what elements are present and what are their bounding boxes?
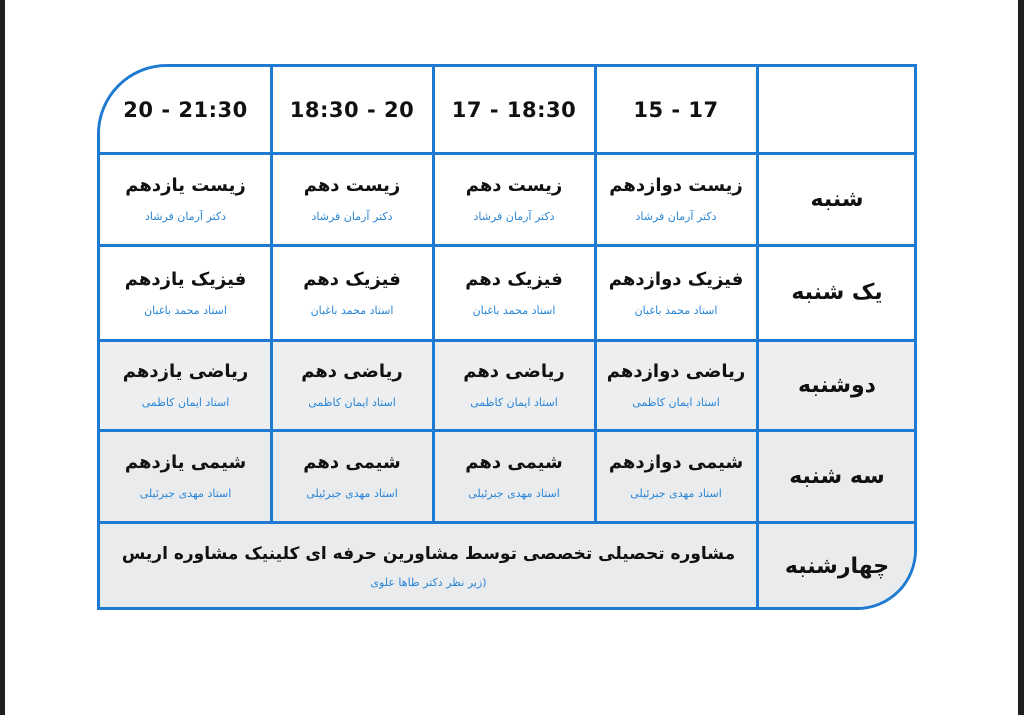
teacher-name: دکتر آرمان فرشاد <box>635 210 717 223</box>
teacher-name: استاد ایمان کاظمی <box>141 396 230 409</box>
teacher-name: استاد مهدی جبرئیلی <box>630 487 722 500</box>
consulting-supervisor: (زیر نظر دکتر طاها علوی <box>370 575 487 589</box>
time-label: 17 - 18:30 <box>442 92 586 128</box>
day-label: شنبه <box>799 177 876 222</box>
course-name: زیست دوازدهم <box>609 175 743 196</box>
teacher-name: استاد ایمان کاظمی <box>632 396 720 409</box>
day-cell-tuesday <box>757 430 917 522</box>
schedule-cell <box>100 430 271 522</box>
schedule-cell <box>595 153 757 245</box>
schedule-cell <box>271 153 433 245</box>
day-cell-monday <box>757 340 917 430</box>
day-label: چهارشنبه <box>784 553 890 579</box>
teacher-name: استاد مهدی جبرئیلی <box>468 487 560 500</box>
teacher-name: استاد محمد باغبان <box>144 303 227 317</box>
day-label: سه شنبه <box>789 463 885 489</box>
consulting-note: مشاوره تحصیلی تخصصی توسط مشاورین حرفه ای کلینیک مشاوره اریس <box>121 543 736 564</box>
grid-line <box>270 67 273 522</box>
time-header-3 <box>433 67 595 153</box>
course-name: ریاضی دوازدهم <box>606 361 746 382</box>
grid-line <box>594 67 597 522</box>
course-name: شیمی دوازدهم <box>608 452 744 473</box>
time-header-4 <box>595 67 757 153</box>
time-header-2 <box>271 67 433 153</box>
grid-line <box>756 67 759 607</box>
teacher-name: استاد ایمان کاظمی <box>308 396 396 409</box>
day-label: دوشنبه <box>798 372 876 398</box>
grid-line <box>100 521 914 524</box>
grid-line <box>100 429 914 432</box>
schedule-cell <box>271 340 433 430</box>
left-frame-edge <box>0 0 5 715</box>
day-cell-sunday <box>757 245 917 340</box>
course-name: شیمی دهم <box>303 452 401 473</box>
course-name: فیزیک دهم <box>303 268 401 290</box>
day-cell-saturday <box>757 153 917 245</box>
teacher-name: دکتر آرمان فرشاد <box>145 210 227 223</box>
course-name: ریاضی دهم <box>301 361 403 382</box>
teacher-name: استاد محمد باغبان <box>634 303 718 317</box>
schedule-cell <box>100 340 271 430</box>
corner-cell <box>757 67 917 153</box>
grid-line <box>432 67 435 522</box>
grid-line <box>100 152 914 155</box>
schedule-cell <box>433 245 595 340</box>
time-header-1 <box>100 67 271 153</box>
teacher-name: دکتر آرمان فرشاد <box>473 210 555 223</box>
schedule-cell <box>433 340 595 430</box>
schedule-cell <box>595 245 757 340</box>
teacher-name: استاد مهدی جبرئیلی <box>139 487 232 500</box>
schedule-cell <box>595 430 757 522</box>
day-label: یک شنبه <box>779 270 894 315</box>
schedule-cell <box>433 430 595 522</box>
class-schedule-table <box>97 64 917 610</box>
time-label: 15 - 17 <box>623 92 728 128</box>
course-name: فیزیک دوازدهم <box>608 268 744 290</box>
schedule-cell <box>271 245 433 340</box>
schedule-cell <box>433 153 595 245</box>
course-name: زیست دهم <box>465 175 563 196</box>
schedule-cell <box>595 340 757 430</box>
time-label: 20 - 21:30 <box>113 92 257 128</box>
teacher-name: دکتر آرمان فرشاد <box>311 210 393 223</box>
course-name: شیمی دهم <box>465 452 563 473</box>
schedule-cell <box>271 430 433 522</box>
grid-line <box>270 522 273 610</box>
grid-line <box>100 244 914 247</box>
schedule-cell <box>100 153 271 245</box>
teacher-name: استاد محمد باغبان <box>472 303 556 317</box>
course-name: فیزیک دهم <box>465 268 563 290</box>
course-name: زیست یازدهم <box>125 175 246 196</box>
wednesday-consulting-cell <box>100 522 757 610</box>
right-frame-edge <box>1018 0 1024 715</box>
course-name: فیزیک یازدهم <box>124 268 247 290</box>
course-name: زیست دهم <box>303 175 401 196</box>
teacher-name: استاد ایمان کاظمی <box>470 396 558 409</box>
course-name: ریاضی یازدهم <box>122 361 249 382</box>
course-name: ریاضی دهم <box>463 361 565 382</box>
teacher-name: استاد مهدی جبرئیلی <box>306 487 398 500</box>
course-name: شیمی یازدهم <box>124 452 247 473</box>
grid-line <box>100 339 914 342</box>
teacher-name: استاد محمد باغبان <box>310 303 394 317</box>
time-label: 18:30 - 20 <box>280 92 424 128</box>
day-cell-wednesday <box>757 522 917 610</box>
schedule-cell <box>100 245 271 340</box>
